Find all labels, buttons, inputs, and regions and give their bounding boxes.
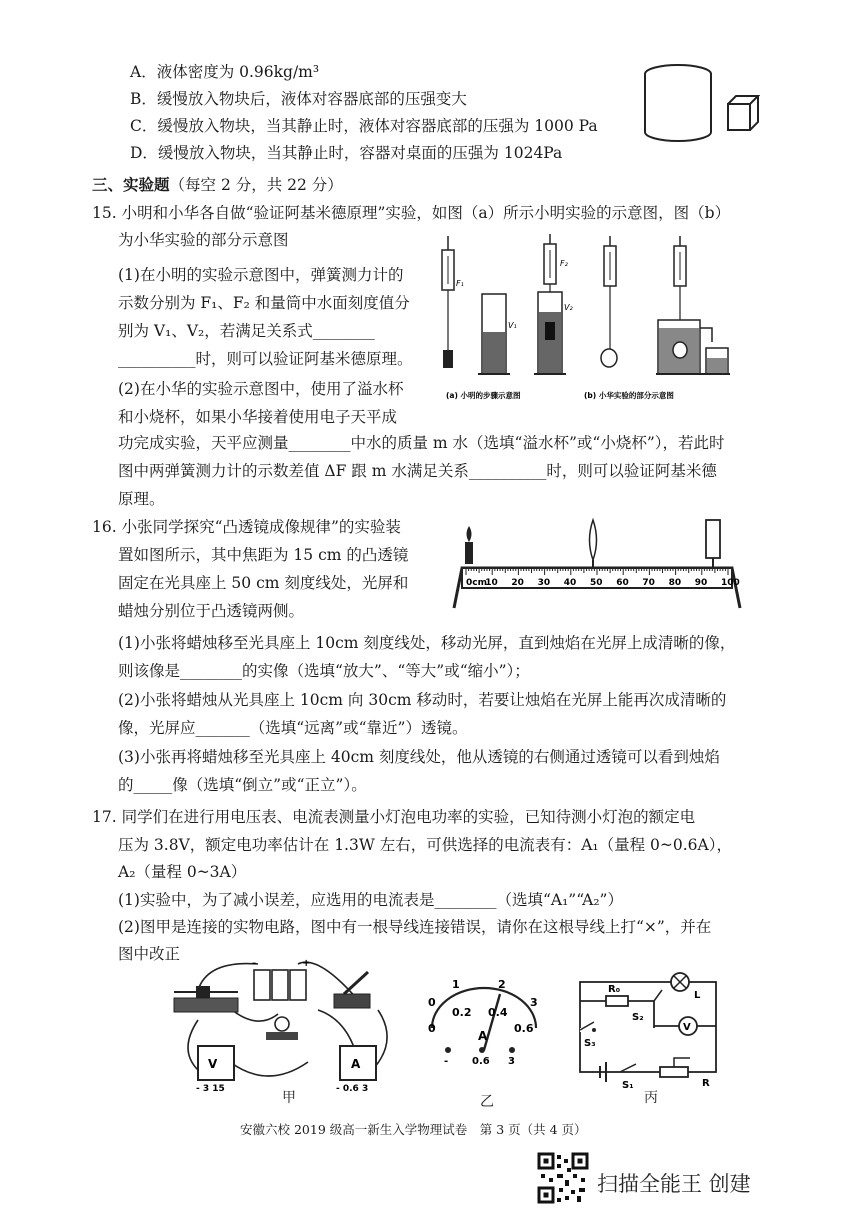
q14-option-a: A．液体密度为 0.96kg/m³ <box>130 63 320 81</box>
q15-line-5: 别为 V₁、V₂，若满足关系式________ <box>118 322 375 340</box>
dial-bottom-1: 0.2 <box>452 1006 472 1019</box>
q17-line-2: 压为 3.8V，额定电功率估计在 1.3W 左右，可供选择的电流表有：A₁（量程 0~0.6A）， <box>118 836 732 854</box>
q15-line-2: 为小华实验的部分示意图 <box>118 231 289 249</box>
bing-s3: S₃ <box>584 1038 596 1049</box>
fig-label-yi: 乙 <box>480 1094 494 1110</box>
ammeter-dial-figure <box>418 980 548 1080</box>
q16-line-2: 置如图所示，其中焦距为 15 cm 的凸透镜 <box>118 546 409 564</box>
q15-label-f1: F₁ <box>456 279 464 288</box>
dial-bottom-2: 0.4 <box>488 1006 508 1019</box>
bench-tick-label: 80 <box>668 578 682 588</box>
q16-line-7: (2)小张将蜡烛从光具座上 10cm 向 30cm 移动时，若要让烛焰在光屏上能再次成清晰的 <box>118 691 727 709</box>
dial-bottom-3: 0.6 <box>514 1022 534 1035</box>
q15-label-v2: V₂ <box>564 303 573 312</box>
dial-bottom-0: 0 <box>428 1022 436 1035</box>
dial-top-1: 1 <box>452 980 460 991</box>
q17-line-1: 17. 同学们在进行用电压表、电流表测量小灯泡电功率的实验，已知待测小灯泡的额定电 <box>92 808 696 826</box>
q17-line-5: (2)图甲是连接的实物电路，图中有一根导线连接错误，请你在这根导线上打“×”，并在 <box>118 918 712 936</box>
bench-tick-label: 10 <box>485 578 498 588</box>
svg-text:V: V <box>208 1057 218 1071</box>
q17-line-4: (1)实验中，为了减小误差，应选用的电流表是________（选填“A₁”“A₂”） <box>118 891 623 909</box>
section-title: 三、实验题 <box>92 176 170 194</box>
bench-tick-label: 30 <box>537 578 551 588</box>
section-heading <box>92 175 343 195</box>
svg-text:-: - <box>444 1056 449 1067</box>
bing-lamp: L <box>694 990 701 1001</box>
bing-r0: R₀ <box>608 984 621 995</box>
section-note: （每空 2 分，共 22 分） <box>169 176 343 194</box>
q16-line-9: (3)小张再将蜡烛移至光具座上 40cm 刻度线处，他从透镜的右侧通过透镜可以看到烛焰 <box>118 748 720 766</box>
q15-line-7: (2)在小华的实验示意图中，使用了溢水杯 <box>118 380 404 398</box>
q16-line-10: 的_____像（选填“倒立”或“正立”）。 <box>118 776 367 794</box>
bing-s2: S₂ <box>632 1012 644 1023</box>
jia-voltmeter-terminals: - 3 15 <box>196 1084 225 1094</box>
bench-tick-label: 0cm <box>466 578 487 588</box>
dial-top-0: 0 <box>428 996 436 1009</box>
q15-line-11: 原理。 <box>118 490 165 508</box>
bench-tick-label: 20 <box>511 578 524 588</box>
svg-text:+: + <box>302 958 311 969</box>
q16-line-4: 蜡烛分别位于凸透镜两侧。 <box>118 602 305 620</box>
q14-option-b: B．缓慢放入物块后，液体对容器底部的压强变大 <box>130 90 467 108</box>
dial-unit: A <box>478 1029 488 1043</box>
circuit-jia-figure <box>168 950 400 1100</box>
q16-line-8: 像，光屏应_______（选填“远离”或“靠近”）透镜。 <box>118 719 468 737</box>
bing-vm: V <box>683 1022 691 1033</box>
q15-line-4: 示数分别为 F₁、F₂ 和量筒中水面刻度值分 <box>118 294 410 312</box>
dial-term-3: 3 <box>508 1056 515 1067</box>
bench-tick-label: 70 <box>642 578 655 588</box>
qr-code-icon <box>537 1152 589 1204</box>
q16-line-6: 则该像是________的实像（选填“放大”、“等大”或“缩小”）； <box>118 662 530 680</box>
bench-tick-label: 90 <box>694 578 708 588</box>
q15-archimedes-figure <box>434 232 738 406</box>
q16-line-3: 固定在光具座上 50 cm 刻度线处，光屏和 <box>118 574 409 592</box>
q15-line-9: 功完成实验，天平应测量________中水的质量 m 水（选填“溢水杯”或“小烧杯”），若此时 <box>118 434 725 452</box>
q16-optical-bench-figure <box>452 512 744 612</box>
q17-line-3: A₂（量程 0~3A） <box>118 863 247 881</box>
q15-line-10: 图中两弹簧测力计的示数差值 ΔF 跟 m 水满足关系__________时，则可以验证阿基米德 <box>118 462 717 480</box>
cylinder-block-figure <box>640 60 760 150</box>
bench-tick-label: 50 <box>590 578 603 588</box>
q15-label-f2: F₂ <box>560 259 568 268</box>
q15-caption-b: (b) 小华实验的部分示意图 <box>584 391 674 400</box>
dial-top-3: 3 <box>530 996 538 1009</box>
svg-text:-: - <box>252 958 257 969</box>
q14-option-c: C．缓慢放入物块，当其静止时，液体对容器底部的压强为 1000 Pa <box>130 117 598 135</box>
svg-text:A: A <box>351 1057 361 1071</box>
q15-label-v1: V₁ <box>508 321 517 330</box>
dial-term-06: 0.6 <box>472 1056 490 1067</box>
bench-tick-label: 40 <box>563 578 577 588</box>
page-footer: 安徽六校 2019 级高一新生入学物理试卷 第 3 页（共 4 页） <box>240 1122 587 1137</box>
bench-tick-label: 100 <box>721 578 740 588</box>
q17-line-6: 图中改正 <box>118 945 181 963</box>
jia-ammeter-terminals: - 0.6 3 <box>336 1084 369 1094</box>
bench-tick-label: 60 <box>616 578 629 588</box>
q14-option-d: D．缓慢放入物块，当其静止时，容器对桌面的压强为 1024Pa <box>130 144 563 162</box>
fig-label-jia: 甲 <box>282 1090 296 1106</box>
q15-line-6: __________时，则可以验证阿基米德原理。 <box>118 350 413 368</box>
q15-line-8: 和小烧杯，如果小华接着使用电子天平成 <box>118 408 398 426</box>
q16-line-5: (1)小张将蜡烛移至光具座上 10cm 刻度线处，移动光屏，直到烛焰在光屏上成清晰的像， <box>118 634 736 652</box>
dial-top-2: 2 <box>498 980 506 991</box>
bing-s1: S₁ <box>622 1080 634 1088</box>
scanner-brand: 扫描全能王 创建 <box>597 1172 751 1196</box>
bing-rheostat: R <box>702 1078 710 1088</box>
q15-caption-a: (a) 小明的步骤示意图 <box>446 391 521 400</box>
fig-label-bing: 丙 <box>644 1090 658 1106</box>
q15-line-3: (1)在小明的实验示意图中，弹簧测力计的 <box>118 266 404 284</box>
q15-line-1: 15. 小明和小华各自做“验证阿基米德原理”实验，如图（a）所示小明实验的示意图，图（b） <box>92 204 731 222</box>
q16-line-1: 16. 小张同学探究“凸透镜成像规律”的实验装 <box>92 518 401 536</box>
schematic-bing-figure <box>570 968 730 1088</box>
